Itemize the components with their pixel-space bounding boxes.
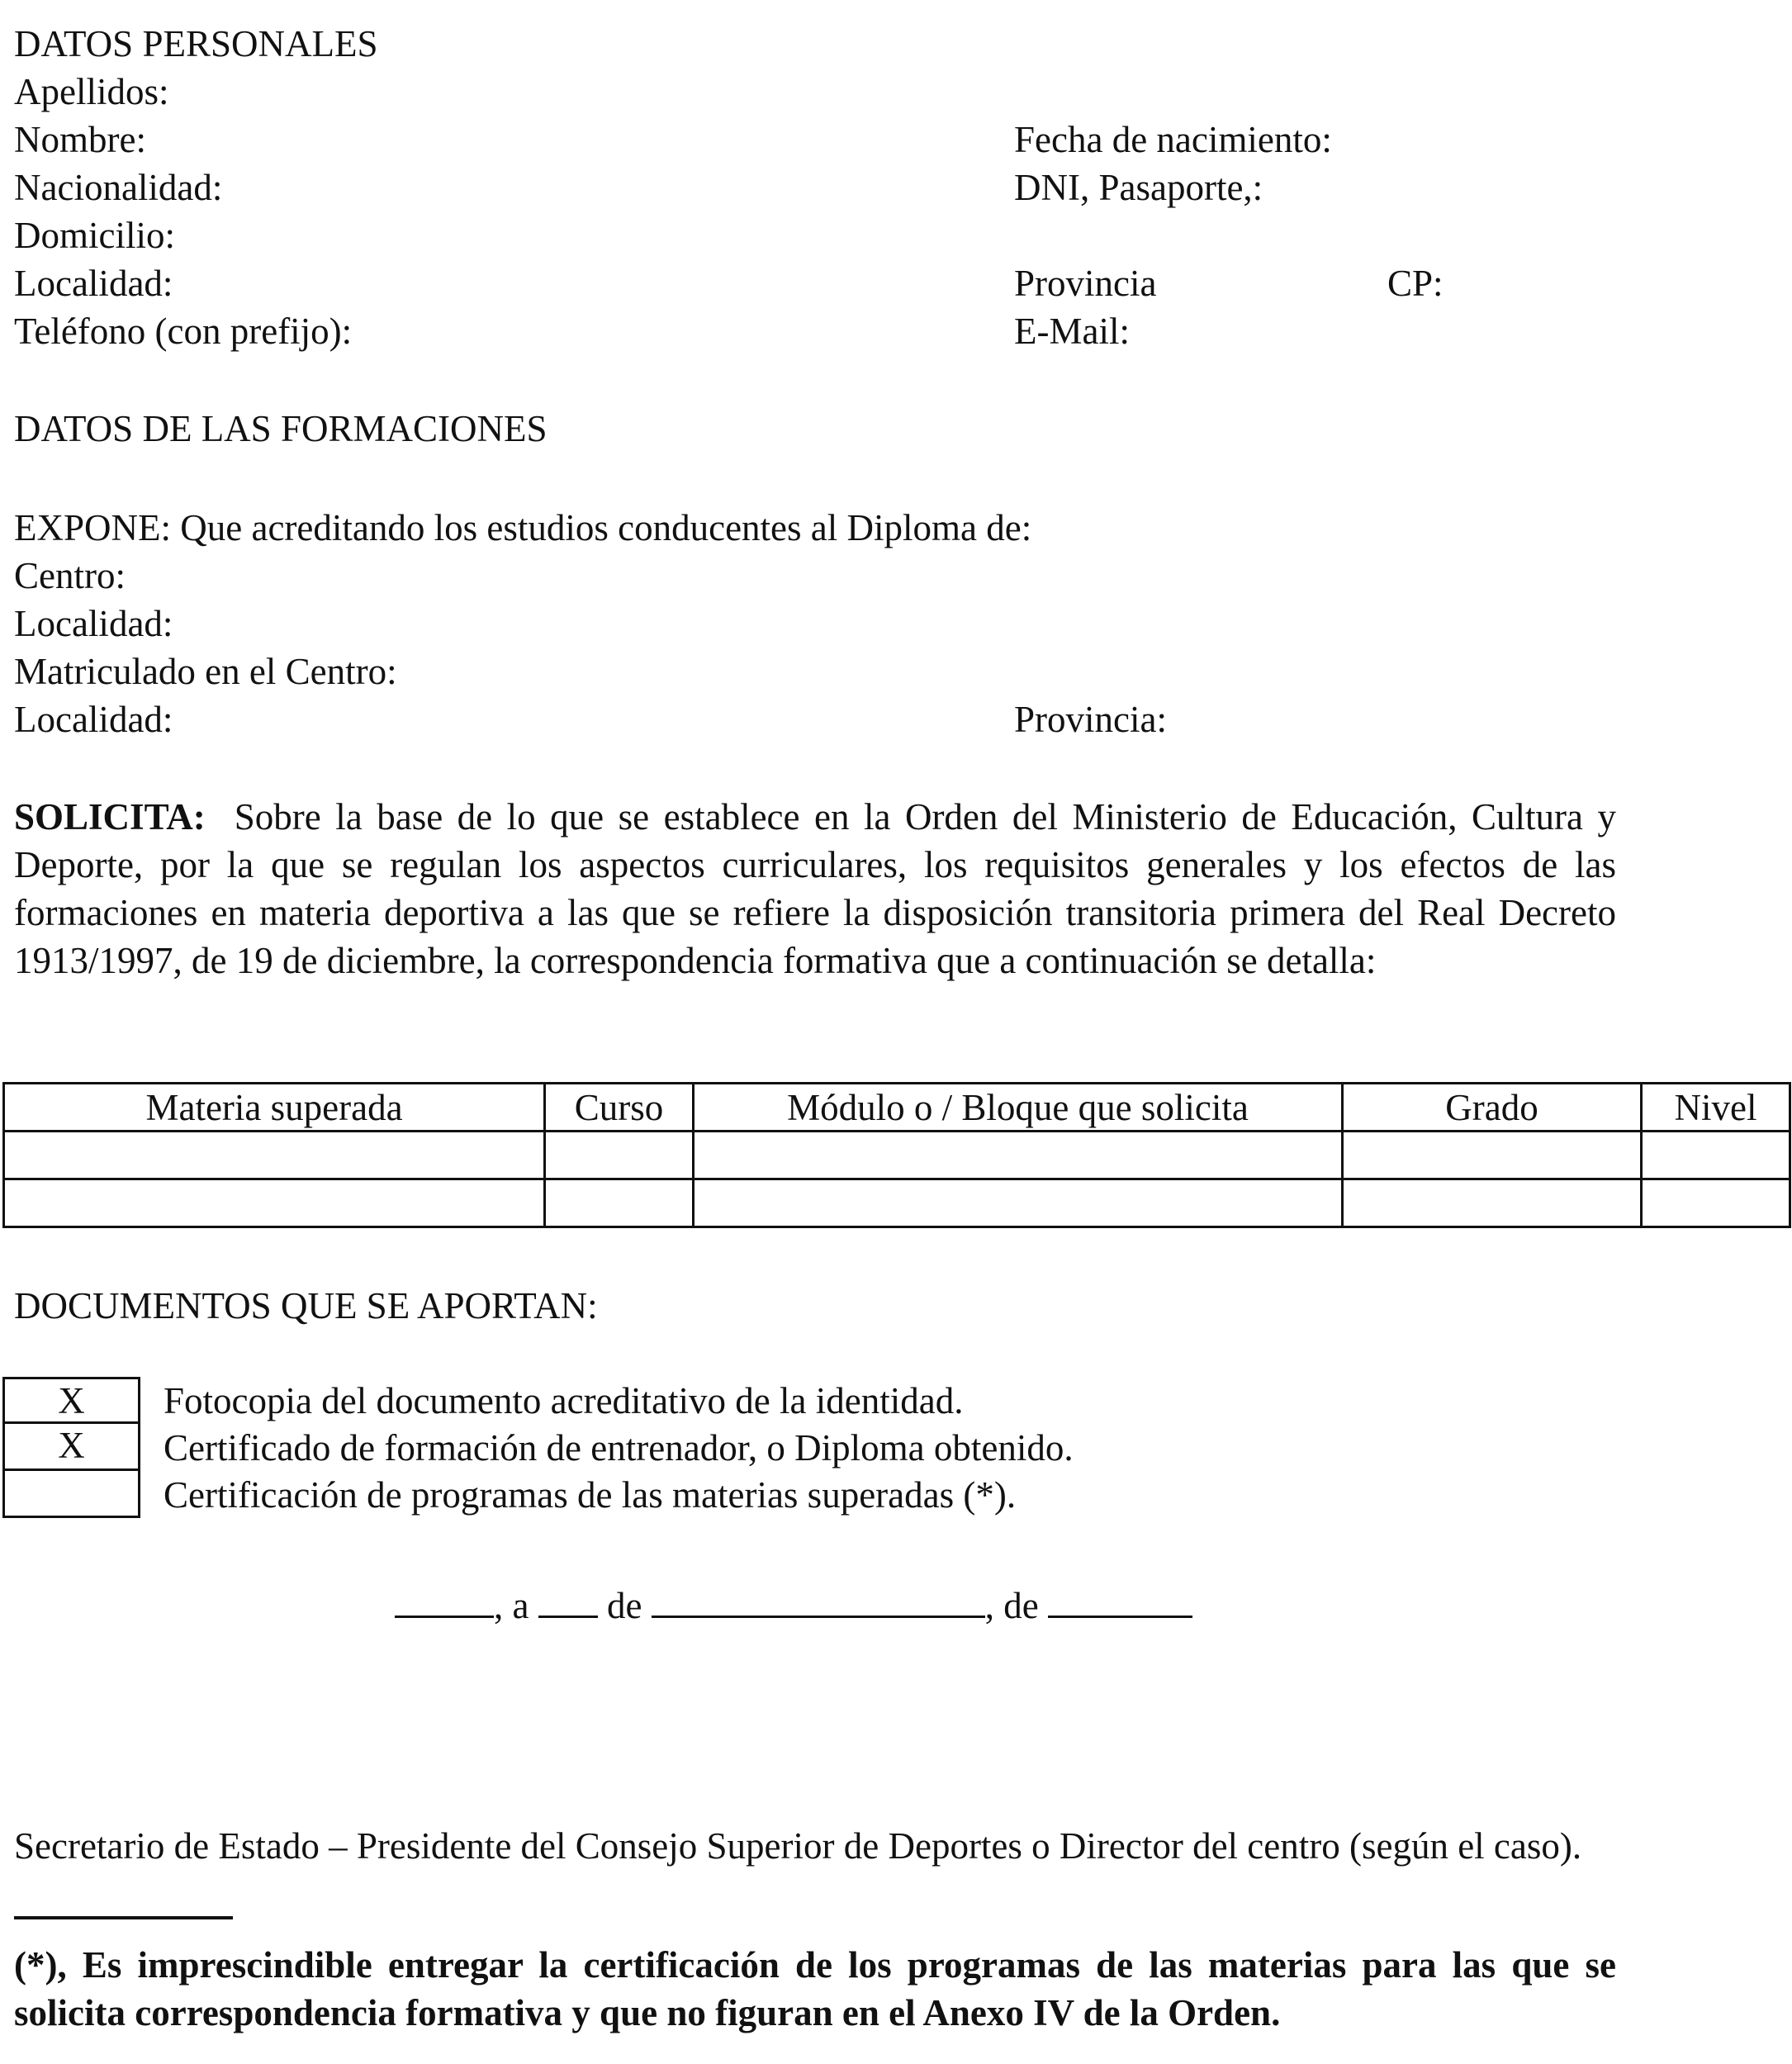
document-checkbox[interactable]: X xyxy=(2,1377,140,1424)
col-header-curso: Curso xyxy=(545,1084,694,1132)
label-apellidos: Apellidos: xyxy=(14,71,169,112)
solicita-label: SOLICITA: xyxy=(14,796,206,837)
table-cell[interactable] xyxy=(694,1179,1343,1227)
document-item xyxy=(2,1424,1324,1472)
label-domicilio: Domicilio: xyxy=(14,215,175,256)
table-row xyxy=(4,1132,1790,1179)
blank-year[interactable] xyxy=(1048,1582,1192,1618)
table-header-row xyxy=(4,1084,1790,1132)
document-checkbox[interactable]: X xyxy=(2,1424,140,1471)
label-telefono: Teléfono (con prefijo): xyxy=(14,311,353,352)
date-de-year: , de xyxy=(984,1585,1039,1626)
label-provincia-matricula: Provincia: xyxy=(1014,699,1167,740)
label-localidad-matricula: Localidad: xyxy=(14,699,173,740)
blank-place[interactable] xyxy=(395,1582,494,1618)
documentos-heading: DOCUMENTOS QUE SE APORTAN: xyxy=(14,1285,598,1326)
table-cell[interactable] xyxy=(694,1132,1343,1179)
personal-heading: DATOS PERSONALES xyxy=(14,23,378,64)
formaciones-heading: DATOS DE LAS FORMACIONES xyxy=(14,408,548,449)
date-a: , a xyxy=(494,1585,529,1626)
col-header-modulo: Módulo o / Bloque que solicita xyxy=(694,1084,1343,1132)
table-cell[interactable] xyxy=(1642,1179,1790,1227)
table-cell[interactable] xyxy=(1642,1132,1790,1179)
date-de: de xyxy=(606,1585,642,1626)
label-dni: DNI, Pasaporte,: xyxy=(1014,167,1263,208)
date-line xyxy=(395,1582,1192,1630)
table-cell[interactable] xyxy=(545,1132,694,1179)
correspondence-table xyxy=(2,1082,1791,1228)
col-header-grado: Grado xyxy=(1343,1084,1642,1132)
col-header-nivel: Nivel xyxy=(1642,1084,1790,1132)
footnote: (*), Es imprescindible entregar la certificación de los programas de las materias para las que se solicita correspondencia formativa y que no figuran en el Anexo IV de la Orden. xyxy=(14,1944,1616,2033)
document-label: Certificado de formación de entrenador, o Diploma obtenido. xyxy=(164,1427,1074,1469)
label-localidad: Localidad: xyxy=(14,263,173,304)
label-matriculado: Matriculado en el Centro: xyxy=(14,651,397,692)
document-label: Fotocopia del documento acreditativo de la identidad. xyxy=(164,1380,964,1421)
table-row xyxy=(4,1179,1790,1227)
label-fecha-nacimiento: Fecha de nacimiento: xyxy=(1014,119,1332,160)
document-item xyxy=(2,1377,1324,1425)
blank-month[interactable] xyxy=(652,1582,985,1618)
col-header-materia: Materia superada xyxy=(4,1084,545,1132)
label-localidad-centro: Localidad: xyxy=(14,603,173,644)
table-cell[interactable] xyxy=(1343,1179,1642,1227)
solicita-paragraph xyxy=(14,793,1616,985)
table-cell[interactable] xyxy=(545,1179,694,1227)
label-provincia: Provincia xyxy=(1014,263,1157,304)
signature-text: Secretario de Estado – Presidente del Consejo Superior de Deportes o Director del centro (según el caso). xyxy=(14,1825,1582,1867)
label-centro: Centro: xyxy=(14,555,126,596)
footnote-rule xyxy=(14,1916,233,1919)
label-nacionalidad: Nacionalidad: xyxy=(14,167,223,208)
document-checkbox[interactable] xyxy=(2,1471,140,1518)
table-cell[interactable] xyxy=(4,1179,545,1227)
label-cp: CP: xyxy=(1387,263,1444,304)
document-item xyxy=(2,1471,1324,1519)
document-label: Certificación de programas de las materias superadas (*). xyxy=(164,1474,1017,1516)
label-email: E-Mail: xyxy=(1014,311,1130,352)
table-cell[interactable] xyxy=(4,1132,545,1179)
blank-day[interactable] xyxy=(538,1582,598,1618)
table-cell[interactable] xyxy=(1343,1132,1642,1179)
expone-line: EXPONE: Que acreditando los estudios conducentes al Diploma de: xyxy=(14,507,1032,548)
label-nombre: Nombre: xyxy=(14,119,146,160)
solicita-text: Sobre la base de lo que se establece en la Orden del Ministerio de Educación, Cultura y Deporte, por la que se regulan los aspectos curriculares, los requisitos generales y los efectos de las formaciones en materia deportiva a las que se refiere la disposición transitoria primera del Real Decreto 1913/1997, de 19 de diciembre, la correspondencia formativa que a continuación se detalla: xyxy=(14,796,1616,981)
